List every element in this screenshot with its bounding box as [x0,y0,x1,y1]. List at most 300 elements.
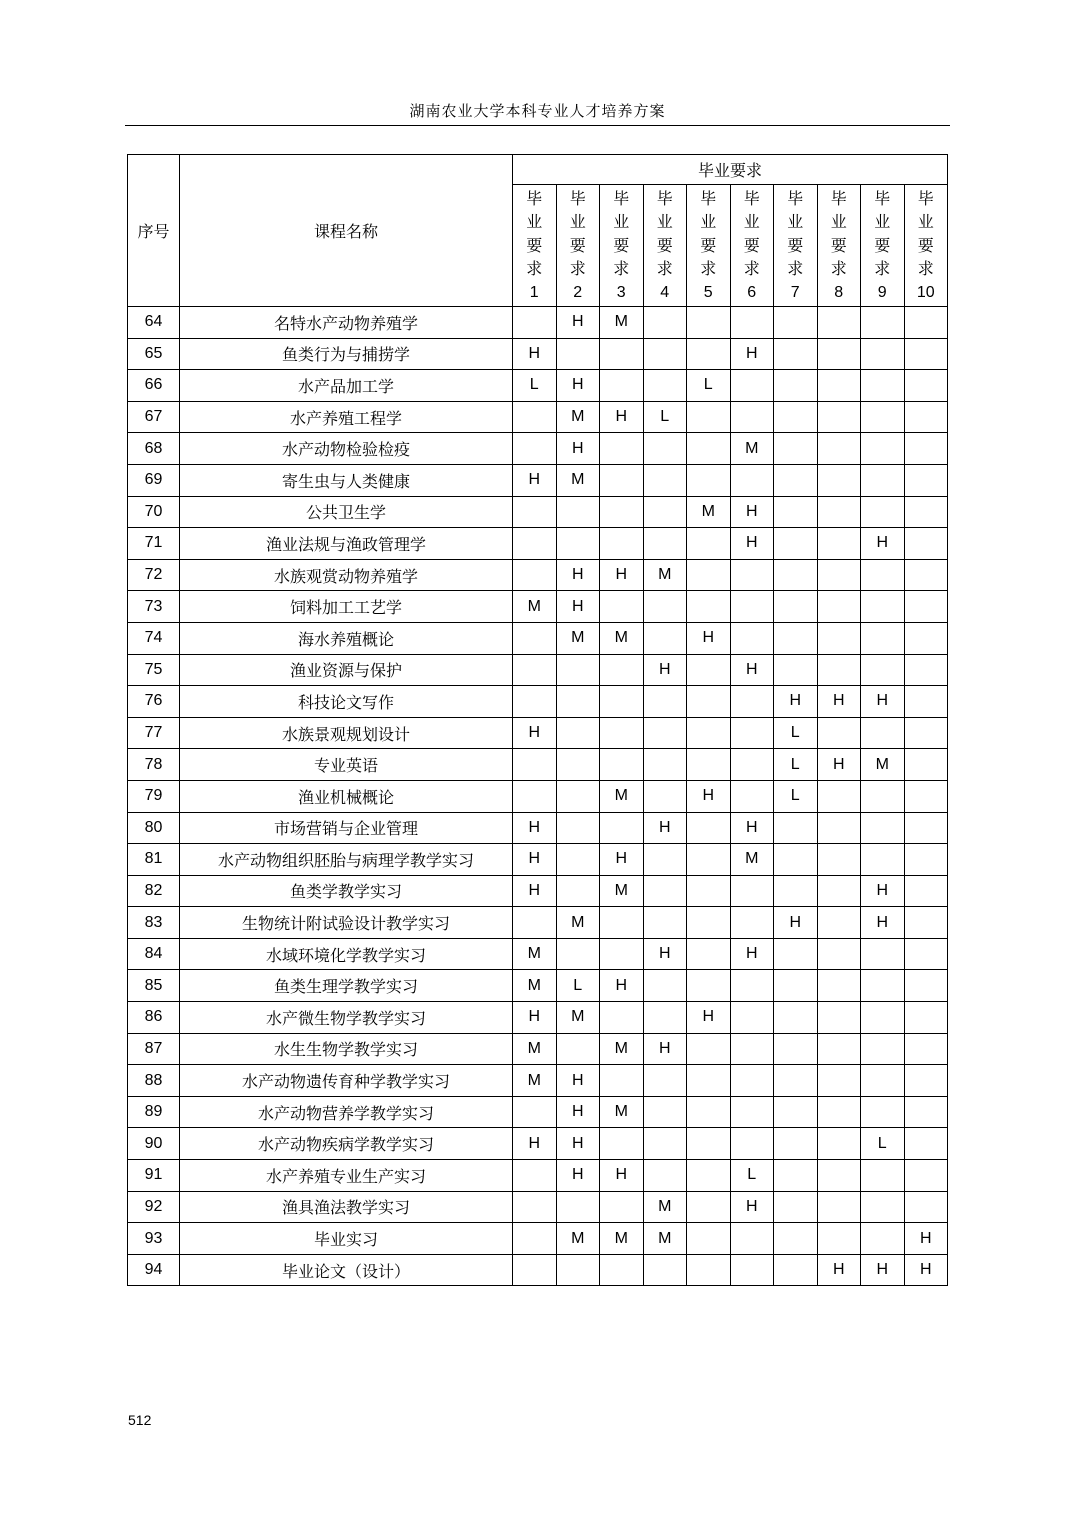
table-row [128,938,948,970]
req-level-cell [904,1065,948,1097]
req-level-cell [730,1223,774,1255]
req-level-cell: M [513,591,557,623]
req-level-cell [730,370,774,402]
req-level-cell [774,654,818,686]
req-level-cell [817,559,861,591]
req-level-cell [861,970,905,1002]
table-row [128,1223,948,1255]
req-number: 3 [616,283,626,301]
req-level-cell [643,338,687,370]
req-level-cell [556,1033,600,1065]
req-level-cell [513,1254,557,1286]
table-row [128,433,948,465]
req-level-cell [904,844,948,876]
req-level-cell [774,622,818,654]
req-label-char: 业 [613,212,630,232]
req-level-cell [861,1223,905,1255]
req-level-cell: M [556,907,600,939]
req-label-char: 毕 [526,188,543,208]
req-level-cell [904,1033,948,1065]
req-level-cell [600,370,644,402]
row-index: 80 [128,812,180,844]
course-name: 饲料加工工艺学 [180,591,513,623]
req-level-cell [687,1160,731,1192]
req-level-cell: M [600,875,644,907]
req-level-cell [643,1160,687,1192]
req-level-cell [904,496,948,528]
req-level-cell [687,875,731,907]
req-label-char: 要 [569,235,586,255]
table-row [128,370,948,402]
req-level-cell: M [556,622,600,654]
req-level-cell [687,970,731,1002]
table-row [128,528,948,560]
table-row [128,970,948,1002]
req-level-cell [643,875,687,907]
req-level-cell [643,464,687,496]
req-level-cell [774,307,818,339]
row-index: 67 [128,401,180,433]
col-header-req-2 [556,185,600,307]
req-level-cell [861,844,905,876]
req-label-char: 要 [787,235,804,255]
req-level-cell [817,812,861,844]
req-level-cell [513,528,557,560]
req-level-cell: M [513,1033,557,1065]
req-level-cell [513,307,557,339]
table-row [128,907,948,939]
req-level-cell [643,749,687,781]
course-name: 公共卫生学 [180,496,513,528]
req-level-cell [861,338,905,370]
row-index: 78 [128,749,180,781]
req-level-cell: H [817,1254,861,1286]
req-level-cell: H [730,496,774,528]
req-level-cell [817,1033,861,1065]
req-level-cell [817,1191,861,1223]
course-name: 生物统计附试验设计教学实习 [180,907,513,939]
req-label-char: 要 [700,235,717,255]
req-level-cell: M [556,1002,600,1034]
req-label-char: 业 [874,212,891,232]
req-level-cell [774,338,818,370]
req-level-cell [600,1128,644,1160]
req-level-cell: M [600,1096,644,1128]
row-index: 66 [128,370,180,402]
req-label-char: 要 [743,235,760,255]
table-row [128,1065,948,1097]
req-level-cell [904,780,948,812]
row-index: 81 [128,844,180,876]
req-level-cell [513,654,557,686]
req-level-cell [861,938,905,970]
row-index: 65 [128,338,180,370]
req-level-cell [513,496,557,528]
req-level-cell: H [730,812,774,844]
req-level-cell [643,433,687,465]
req-level-cell: L [643,401,687,433]
req-level-cell: H [556,1128,600,1160]
req-level-cell: H [817,749,861,781]
req-level-cell [600,338,644,370]
req-level-cell [600,464,644,496]
req-level-cell [687,1254,731,1286]
req-label-char: 业 [656,212,673,232]
req-level-cell [730,622,774,654]
req-level-cell [643,528,687,560]
req-level-cell [687,1128,731,1160]
req-level-cell [904,433,948,465]
req-level-cell: H [600,559,644,591]
req-level-cell [817,528,861,560]
req-level-cell [904,528,948,560]
req-level-cell [904,812,948,844]
req-level-cell: L [687,370,731,402]
row-index: 93 [128,1223,180,1255]
table-body [128,307,948,1286]
req-number: 5 [703,283,713,301]
req-level-cell [861,717,905,749]
req-level-cell [861,591,905,623]
req-level-cell: M [730,433,774,465]
req-level-cell: H [556,559,600,591]
req-level-cell [556,875,600,907]
req-level-cell [861,812,905,844]
req-level-cell [730,1096,774,1128]
req-number: 8 [834,283,844,301]
req-label-char: 要 [656,235,673,255]
col-header-req-8 [817,185,861,307]
req-level-cell [687,938,731,970]
req-label-char: 求 [526,259,543,279]
req-level-cell [730,717,774,749]
req-level-cell [904,401,948,433]
req-level-cell: M [861,749,905,781]
course-name: 水产动物营养学教学实习 [180,1096,513,1128]
table-row [128,1160,948,1192]
req-level-cell [861,1065,905,1097]
req-level-cell [513,1096,557,1128]
req-level-cell [817,1002,861,1034]
req-label-char: 求 [743,259,760,279]
req-level-cell [643,780,687,812]
req-level-cell [817,1128,861,1160]
req-number: 10 [916,283,935,301]
req-level-cell [904,749,948,781]
col-header-group: 毕业要求 [513,155,948,185]
req-label-char: 毕 [700,188,717,208]
req-level-cell: H [513,717,557,749]
req-level-cell [730,1128,774,1160]
req-level-cell [904,717,948,749]
req-level-cell [730,970,774,1002]
req-level-cell [600,433,644,465]
col-header-index: 序号 [128,155,180,307]
req-level-cell: H [774,686,818,718]
req-level-cell [774,1096,818,1128]
req-level-cell [643,844,687,876]
req-level-cell: H [687,622,731,654]
req-level-cell [861,370,905,402]
req-level-cell [861,433,905,465]
req-level-cell: H [600,1160,644,1192]
course-name: 水生生物学教学实习 [180,1033,513,1065]
table-row [128,464,948,496]
req-label-char: 毕 [656,188,673,208]
req-level-cell [904,938,948,970]
req-level-cell [730,1002,774,1034]
req-level-cell [861,1096,905,1128]
req-level-cell [600,1065,644,1097]
req-level-cell [687,1096,731,1128]
course-name: 毕业论文（设计） [180,1254,513,1286]
table-row [128,749,948,781]
req-label-char: 毕 [917,188,934,208]
req-level-cell [861,1002,905,1034]
req-level-cell [513,401,557,433]
table-row [128,1191,948,1223]
req-level-cell [600,907,644,939]
req-number: 1 [529,283,539,301]
req-level-cell [774,1160,818,1192]
req-label-char: 业 [917,212,934,232]
req-level-cell [556,686,600,718]
req-level-cell [513,433,557,465]
req-level-cell [904,307,948,339]
row-index: 72 [128,559,180,591]
req-level-cell [730,907,774,939]
req-level-cell [904,1191,948,1223]
req-level-cell: H [774,907,818,939]
course-name: 渔业机械概论 [180,780,513,812]
table-row [128,338,948,370]
col-header-req-4 [643,185,687,307]
req-level-cell: H [687,780,731,812]
row-index: 76 [128,686,180,718]
req-level-cell: M [643,1191,687,1223]
table-header [128,155,948,307]
req-level-cell [600,812,644,844]
req-level-cell: M [600,1033,644,1065]
req-level-cell [904,1002,948,1034]
req-level-cell: M [600,1223,644,1255]
row-index: 73 [128,591,180,623]
req-level-cell [817,591,861,623]
req-label-char: 毕 [787,188,804,208]
req-level-cell: H [861,875,905,907]
req-label-char: 要 [874,235,891,255]
page-number: 512 [128,1412,152,1428]
req-level-cell [861,622,905,654]
req-level-cell [774,1128,818,1160]
req-level-cell [904,907,948,939]
req-level-cell: M [730,844,774,876]
row-index: 82 [128,875,180,907]
req-level-cell: H [513,812,557,844]
course-name: 水域环境化学教学实习 [180,938,513,970]
req-level-cell [774,464,818,496]
req-level-cell [817,907,861,939]
col-header-req-5 [687,185,731,307]
course-name: 海水养殖概论 [180,622,513,654]
req-level-cell [861,559,905,591]
table-row [128,875,948,907]
course-name: 水族景观规划设计 [180,717,513,749]
course-name: 专业英语 [180,749,513,781]
req-level-cell: M [687,496,731,528]
req-level-cell [774,1254,818,1286]
row-index: 70 [128,496,180,528]
table-row [128,654,948,686]
course-name: 渔业法规与渔政管理学 [180,528,513,560]
col-header-req-9 [861,185,905,307]
row-index: 84 [128,938,180,970]
req-level-cell [774,370,818,402]
req-level-cell: L [513,370,557,402]
req-label-char: 求 [700,259,717,279]
req-level-cell [643,1096,687,1128]
course-name: 鱼类行为与捕捞学 [180,338,513,370]
req-level-cell [817,464,861,496]
req-level-cell [600,717,644,749]
course-name: 水产养殖专业生产实习 [180,1160,513,1192]
req-level-cell: M [513,970,557,1002]
req-level-cell: H [513,464,557,496]
req-level-cell [730,686,774,718]
row-index: 74 [128,622,180,654]
req-level-cell [643,1065,687,1097]
table-row [128,401,948,433]
req-level-cell [774,401,818,433]
course-name: 寄生虫与人类健康 [180,464,513,496]
req-level-cell [643,1128,687,1160]
req-level-cell [904,622,948,654]
req-level-cell [687,591,731,623]
req-level-cell [687,717,731,749]
header-divider [125,125,950,126]
req-level-cell [556,844,600,876]
row-index: 86 [128,1002,180,1034]
req-level-cell [774,1002,818,1034]
req-number: 2 [573,283,583,301]
table-row [128,1033,948,1065]
course-name: 水产动物检验检疫 [180,433,513,465]
req-level-cell [687,1065,731,1097]
req-level-cell [817,1096,861,1128]
req-level-cell [861,401,905,433]
req-label-char: 求 [917,259,934,279]
req-level-cell: L [774,749,818,781]
req-level-cell [817,938,861,970]
req-level-cell [861,496,905,528]
req-label-char: 毕 [569,188,586,208]
row-index: 87 [128,1033,180,1065]
req-label-char: 求 [874,259,891,279]
req-level-cell [817,370,861,402]
req-level-cell [904,1160,948,1192]
req-level-cell [600,938,644,970]
row-index: 92 [128,1191,180,1223]
req-level-cell [556,938,600,970]
req-level-cell [861,464,905,496]
req-level-cell [904,686,948,718]
req-level-cell [600,591,644,623]
req-level-cell [730,1033,774,1065]
req-level-cell: H [556,370,600,402]
req-level-cell [600,686,644,718]
req-label-char: 业 [569,212,586,232]
course-name: 鱼类生理学教学实习 [180,970,513,1002]
table-row [128,1254,948,1286]
req-level-cell: M [600,307,644,339]
graduation-requirements-table [127,154,948,1286]
req-level-cell: L [556,970,600,1002]
req-level-cell [643,717,687,749]
req-level-cell [774,591,818,623]
req-level-cell [774,938,818,970]
row-index: 94 [128,1254,180,1286]
req-label-char: 毕 [613,188,630,208]
col-header-req-6 [730,185,774,307]
course-name: 水产动物疾病学教学实习 [180,1128,513,1160]
req-label-char: 要 [917,235,934,255]
row-index: 64 [128,307,180,339]
req-level-cell [904,654,948,686]
req-level-cell: H [643,938,687,970]
course-name: 水产微生物学教学实习 [180,1002,513,1034]
course-name: 名特水产动物养殖学 [180,307,513,339]
req-level-cell [861,1191,905,1223]
req-level-cell: H [556,1096,600,1128]
table-row [128,1096,948,1128]
req-level-cell [904,370,948,402]
req-level-cell [643,1002,687,1034]
table-row [128,591,948,623]
course-name: 鱼类学教学实习 [180,875,513,907]
req-level-cell [861,307,905,339]
req-level-cell [817,433,861,465]
row-index: 91 [128,1160,180,1192]
req-level-cell: H [861,528,905,560]
req-level-cell: M [513,1065,557,1097]
req-level-cell [513,559,557,591]
req-level-cell [556,496,600,528]
header-row-top [128,155,948,185]
table-row [128,496,948,528]
course-name: 渔具渔法教学实习 [180,1191,513,1223]
req-level-cell [904,338,948,370]
req-level-cell [774,1033,818,1065]
req-label-char: 求 [613,259,630,279]
col-header-req-10 [904,185,948,307]
req-level-cell [730,464,774,496]
course-name: 市场营销与企业管理 [180,812,513,844]
table-row [128,780,948,812]
row-index: 77 [128,717,180,749]
req-level-cell [774,812,818,844]
req-level-cell: H [643,654,687,686]
req-level-cell [643,907,687,939]
req-label-char: 业 [700,212,717,232]
req-level-cell: H [600,844,644,876]
req-level-cell: L [730,1160,774,1192]
req-level-cell [600,1254,644,1286]
table-row [128,559,948,591]
req-level-cell [687,401,731,433]
table-row [128,717,948,749]
req-level-cell [600,1191,644,1223]
req-level-cell: L [774,717,818,749]
